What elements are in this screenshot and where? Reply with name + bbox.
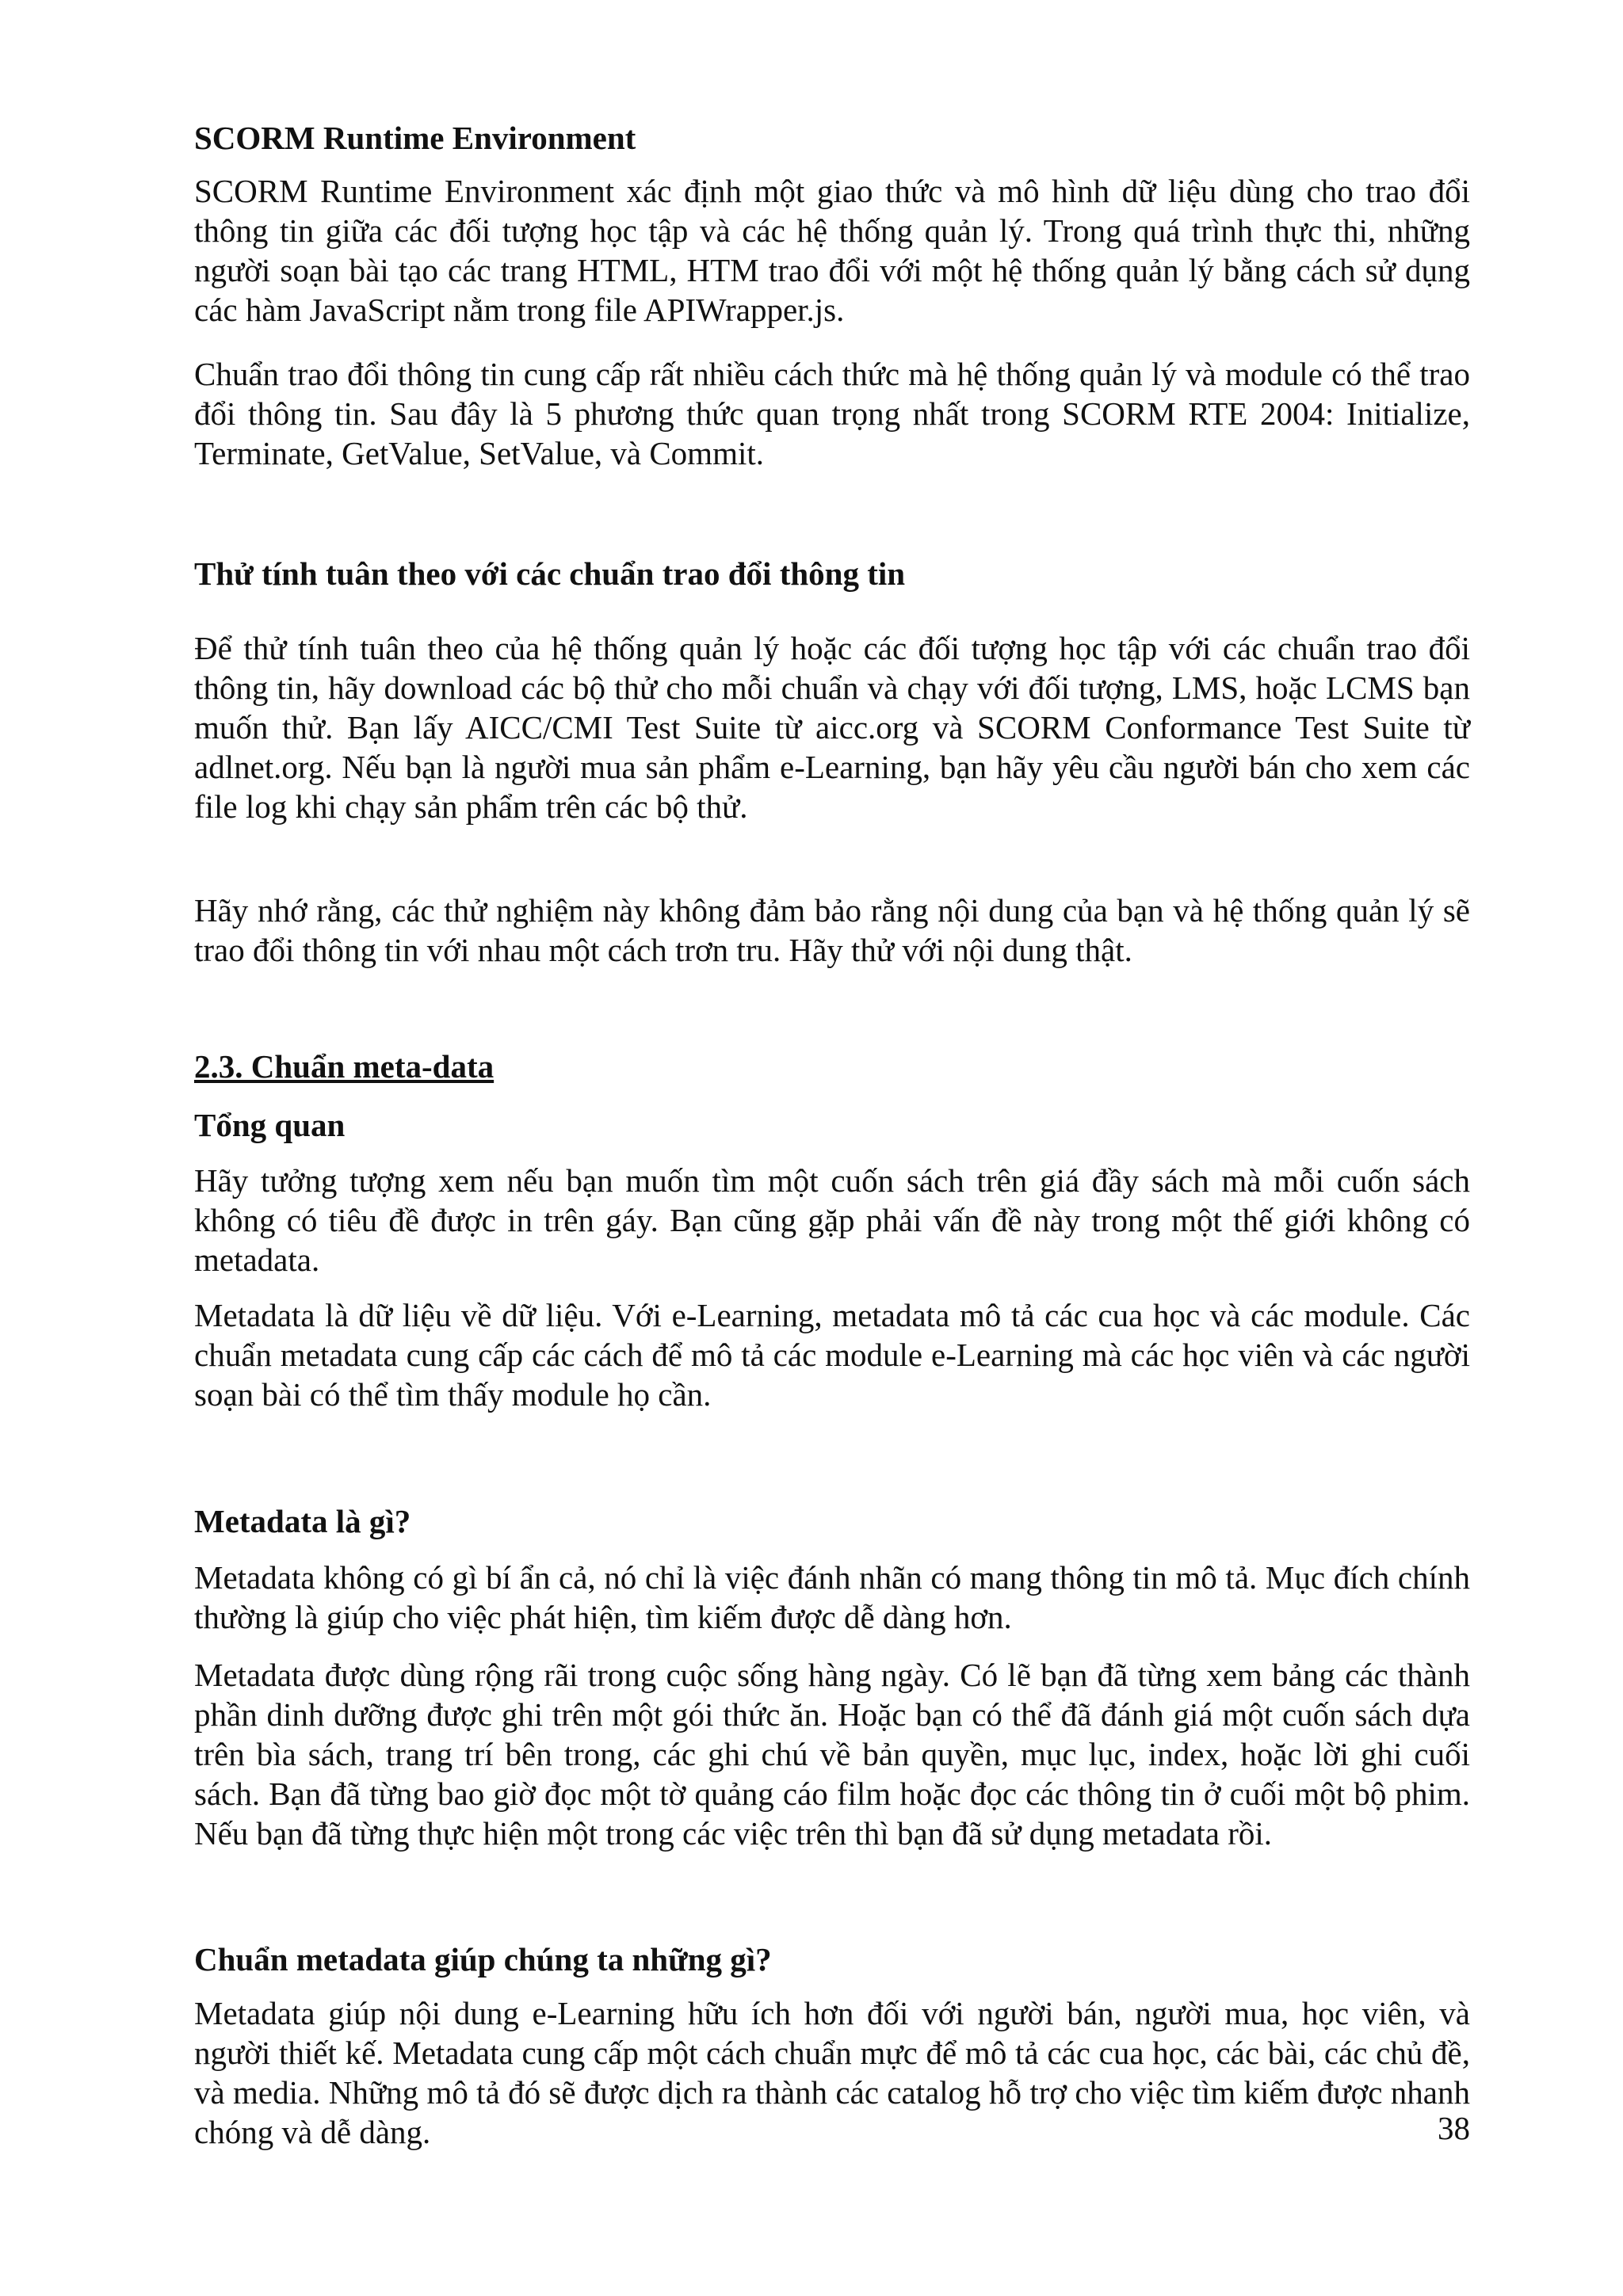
page-number: 38 [1438,2110,1470,2146]
paragraph-metadata-benefits: Metadata giúp nội dung e-Learning hữu ích hơn đối với người bán, người mua, học viên, và người thiết kế. Metadata cung cấp một cách chuẩn mực để mô tả các cua học, các bài, các chủ đề, và media. Những mô tả đó sẽ được dịch ra thành các catalog hỗ trợ cho việc tìm kiếm được nhanh chóng và dễ dàng. [194,1995,1470,2150]
heading-section-2-3: 2.3. Chuẩn meta-data [194,1048,495,1085]
heading-compliance-testing: Thử tính tuân theo với các chuẩn trao đổi thông tin [194,555,906,592]
paragraph-overview-bookshelf: Hãy tưởng tượng xem nếu bạn muốn tìm một cuốn sách trên giá đầy sách mà mỗi cuốn sách không có tiêu đề được in trên gáy. Bạn cũng gặp phải vấn đề này trong một thế giới không có metadata. [194,1162,1470,1278]
heading-scorm-runtime-environment: SCORM Runtime Environment [194,120,636,156]
heading-overview: Tổng quan [194,1107,346,1143]
paragraph-what-is-everyday: Metadata được dùng rộng rãi trong cuộc sống hàng ngày. Có lẽ bạn đã từng xem bảng các thành phần dinh dưỡng được ghi trên một gói thức ăn. Hoặc bạn có thể đã đánh giá một cuốn sách dựa trên bìa sách, trang trí bên trong, các ghi chú về bản quyền, mục lục, index, hoặc lời ghi cuối sách. Bạn đã từng bao giờ đọc một tờ quảng cáo film hoặc đọc các thông tin ở cuối một bộ phim. Nếu bạn đã từng thực hiện một trong các việc trên thì bạn đã sử dụng metadata rồi. [194,1657,1470,1852]
paragraph-rte-definition: SCORM Runtime Environment xác định một giao thức và mô hình dữ liệu dùng cho trao đổi thông tin giữa các đối tượng học tập và các hệ thống quản lý. Trong quá trình thực thi, những người soạn bài tạo các trang HTML, HTM trao đổi với một hệ thống quản lý bằng cách sử dụng các hàm JavaScript nằm trong file APIWrapper.js. [194,173,1470,328]
paragraph-overview-definition: Metadata là dữ liệu về dữ liệu. Với e-Learning, metadata mô tả các cua học và các module. Các chuẩn metadata cung cấp các cách để mô tả các module e-Learning mà các học viên và các người soạn bài có thể tìm thấy module họ cần. [194,1297,1470,1413]
heading-what-is-metadata: Metadata là gì? [194,1503,411,1539]
paragraph-rte-methods: Chuẩn trao đổi thông tin cung cấp rất nhiều cách thức mà hệ thống quản lý và module có thể trao đổi thông tin. Sau đây là 5 phương thức quan trọng nhất trong SCORM RTE 2004: Initialize, Terminate, GetValue, SetValue, và Commit. [194,356,1470,471]
paragraph-compliance-test-suites: Để thử tính tuân theo của hệ thống quản lý hoặc các đối tượng học tập với các chuẩn trao đổi thông tin, hãy download các bộ thử cho mỗi chuẩn và chạy với đối tượng, LMS, hoặc LCMS bạn muốn thử. Bạn lấy AICC/CMI Test Suite từ aicc.org và SCORM Conformance Test Suite từ adlnet.org. Nếu bạn là người mua sản phẩm e-Learning, bạn hãy yêu cầu người bán cho xem các file log khi chạy sản phẩm trên các bộ thử. [194,630,1470,825]
paragraph-compliance-note: Hãy nhớ rằng, các thử nghiệm này không đảm bảo rằng nội dung của bạn và hệ thống quản lý sẽ trao đổi thông tin với nhau một cách trơn tru. Hãy thử với nội dung thật. [194,892,1470,968]
heading-metadata-benefits: Chuẩn metadata giúp chúng ta những gì? [194,1941,772,1978]
paragraph-what-is-labeling: Metadata không có gì bí ẩn cả, nó chỉ là việc đánh nhãn có mang thông tin mô tả. Mục đích chính thường là giúp cho việc phát hiện, tìm kiếm được dễ dàng hơn. [194,1559,1470,1635]
